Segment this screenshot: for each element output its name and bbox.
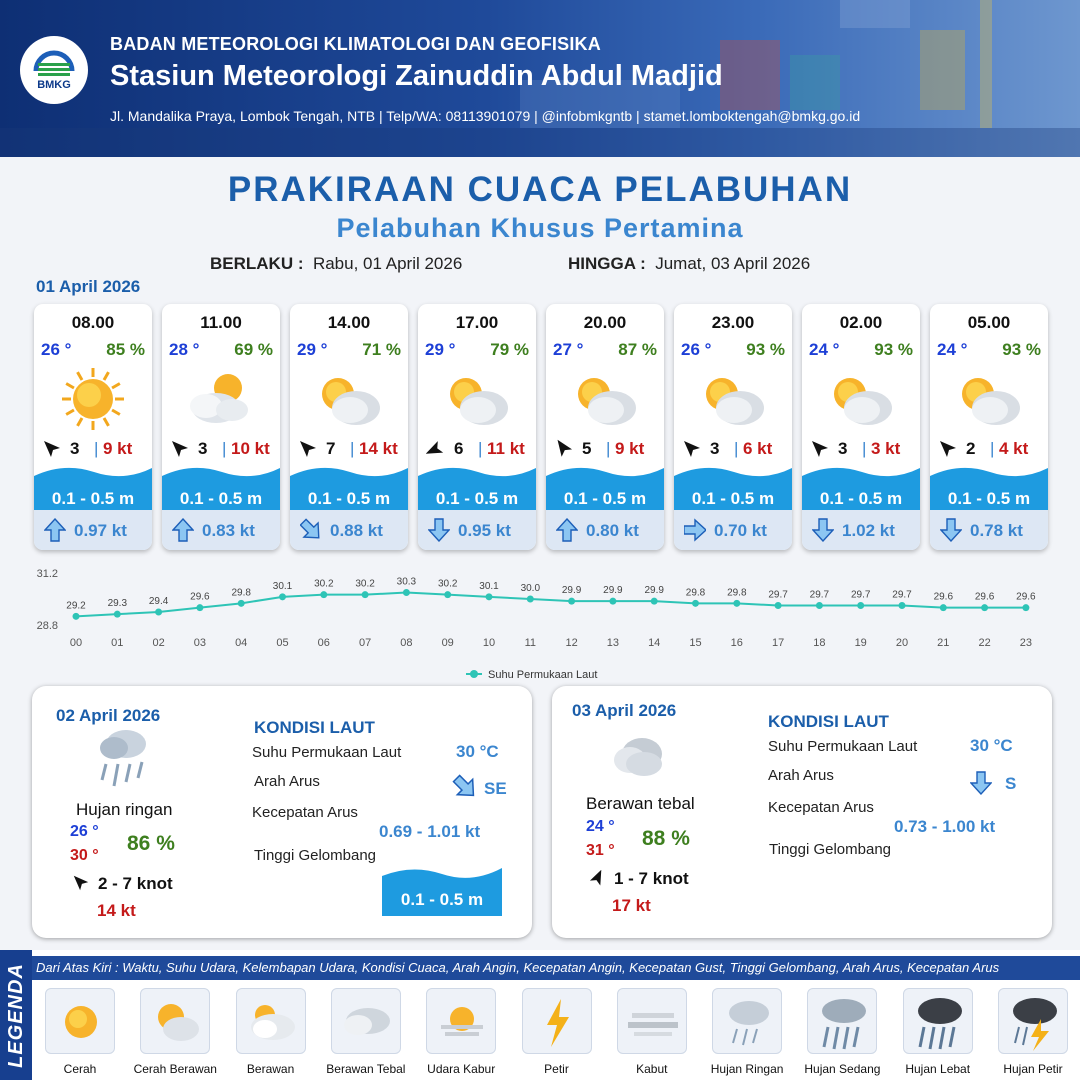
day2-sst: 30 °C [456, 742, 499, 761]
day3-cur-dir: S [1005, 774, 1017, 793]
data-point [155, 609, 162, 616]
data-label: 29.7 [768, 589, 788, 601]
air-temperature: 24 ° [937, 340, 968, 359]
day3-cur-dir-label: Arah Arus [768, 767, 834, 784]
humidity: 79 % [490, 340, 529, 359]
separator: | [734, 439, 739, 458]
data-label: 29.8 [727, 587, 747, 599]
day2-humidity: 86 % [127, 832, 175, 855]
day3-wind: 1 - 7 knot [614, 869, 689, 888]
wind-speed: 5 [582, 439, 592, 458]
x-tick-label: 03 [193, 637, 207, 649]
wind-arrow-icon [170, 439, 190, 459]
wind-speed: 3 [70, 439, 80, 458]
day2-temp-min: 26 ° [70, 823, 99, 840]
gust-speed: 10 kt [231, 439, 270, 458]
gust-speed: 9 kt [103, 439, 133, 458]
data-label: 29.9 [644, 585, 664, 597]
hourly-card [290, 304, 408, 550]
data-point [114, 611, 121, 618]
legend-item-label: Berawan Tebal [326, 1062, 406, 1076]
data-point [527, 596, 534, 603]
sea-temperature-chart [30, 560, 1050, 685]
station-name: Stasiun Meteorologi Zainuddin Abdul Madjid [110, 60, 723, 92]
data-label: 30.2 [437, 578, 458, 590]
data-point [692, 600, 699, 607]
day2-temp-max: 30 ° [70, 847, 99, 864]
data-point [238, 600, 245, 607]
forecast-time: 02.00 [839, 313, 883, 332]
cloudy-icon [694, 366, 772, 432]
data-point [444, 591, 451, 598]
wind-arrow-icon [682, 439, 702, 459]
data-point [940, 604, 947, 611]
fog-icon [617, 988, 687, 1054]
data-point [651, 598, 658, 605]
bmkg-logo [20, 36, 88, 104]
legend-item [36, 986, 124, 1076]
day3-cur-speed: 0.73 - 1.00 kt [894, 817, 996, 836]
gust-speed: 4 kt [999, 439, 1029, 458]
arrow-up-icon [172, 518, 194, 542]
legend-item-label: Kabut [636, 1062, 668, 1076]
x-tick-label: 00 [69, 637, 83, 649]
legend-item-label: Cerah [63, 1062, 97, 1076]
partly-sunny-icon [140, 988, 210, 1054]
partly-cloudy-icon [182, 366, 260, 432]
forecast-time: 11.00 [200, 313, 242, 332]
legend-description: Dari Atas Kiri : Waktu, Suhu Udara, Kelembapan Udara, Kondisi Cuaca, Arah Angin, Kecepatan Angin, Kecepatan Gust, Tinggi Gelombang, Arah Arus, Kecepatan Arus [32, 956, 1080, 980]
wind-arrow-icon [810, 439, 830, 459]
x-tick-label: 17 [771, 637, 785, 649]
cloudy-icon [438, 366, 516, 432]
data-label: 29.9 [561, 585, 582, 597]
day2-cur-dir-label: Arah Arus [254, 773, 320, 790]
forecast-time: 05.00 [967, 313, 1011, 332]
forecast-time: 20.00 [583, 313, 627, 332]
wind-speed: 3 [838, 439, 848, 458]
hourly-card [674, 304, 792, 550]
humidity: 93 % [1002, 340, 1041, 359]
day3-gust: 17 kt [612, 896, 651, 915]
legend-item-label: Hujan Lebat [905, 1062, 971, 1076]
moderate-rain-icon [807, 988, 877, 1054]
separator: | [862, 439, 867, 458]
current-speed: 0.95 kt [458, 521, 511, 540]
day3-temp-min: 24 ° [586, 818, 615, 835]
data-point [733, 600, 740, 607]
x-tick-label: 12 [565, 637, 578, 649]
separator: | [478, 439, 483, 458]
hourly-card [930, 304, 1048, 550]
day3-panel [552, 686, 1052, 938]
data-point [73, 613, 80, 620]
cloudy-icon [236, 988, 306, 1054]
forecast-time: 23.00 [711, 313, 755, 332]
legend-item-label: Petir [544, 1062, 569, 1076]
wind-speed: 7 [326, 439, 336, 458]
contact-info: Jl. Mandalika Praya, Lombok Tengah, NTB | Telp/WA: 08113901079 | @infobmkgntb | stamet.lomboktengah@bmkg.go.id [110, 108, 861, 124]
legend-item [131, 986, 219, 1076]
page-title: PRAKIRAAN CUACA PELABUHAN [227, 170, 853, 209]
separator: | [222, 439, 227, 458]
current-speed: 0.70 kt [714, 521, 767, 540]
legend-item [513, 986, 601, 1076]
data-label: 30.0 [520, 583, 541, 594]
data-label: 29.7 [809, 589, 830, 601]
x-tick-label: 11 [524, 637, 537, 649]
cloudy-icon [950, 366, 1028, 432]
wind-arrow-icon [554, 439, 574, 459]
wind-arrow-icon [938, 439, 958, 459]
heavy-rain-icon [903, 988, 973, 1054]
arrow-down-icon [428, 518, 450, 542]
gust-speed: 3 kt [871, 439, 901, 458]
day3-sst: 30 °C [970, 736, 1013, 755]
air-temperature: 29 ° [425, 340, 456, 359]
day3-humidity: 88 % [642, 827, 690, 850]
haze-icon [426, 988, 496, 1054]
lightning-icon [522, 988, 592, 1054]
x-tick-label: 07 [358, 637, 372, 649]
wave-height: 0.1 - 0.5 m [51, 489, 135, 508]
y-tick-bottom: 28.8 [36, 620, 58, 632]
data-label: 29.7 [850, 589, 871, 601]
data-label: 29.6 [190, 591, 210, 603]
legend-item-label: Cerah Berawan [133, 1062, 217, 1076]
data-label: 30.1 [479, 580, 499, 592]
forecast-time: 17.00 [455, 313, 499, 332]
data-point [486, 593, 493, 600]
separator: | [350, 439, 355, 458]
x-tick-label: 02 [152, 637, 165, 649]
data-point [981, 604, 988, 611]
data-point [320, 591, 327, 598]
data-label: 29.3 [107, 598, 128, 610]
hourly-card [802, 304, 920, 550]
data-point [775, 602, 782, 609]
legend-item-label: Hujan Petir [1003, 1062, 1063, 1076]
air-temperature: 24 ° [809, 340, 840, 359]
gust-speed: 11 kt [487, 439, 525, 458]
header-banner [0, 0, 1080, 157]
day2-date: 02 April 2026 [56, 706, 161, 725]
data-label: 29.7 [892, 589, 912, 601]
current-speed: 1.02 kt [842, 521, 895, 540]
legend-side-label: LEGENDA [0, 950, 32, 1080]
data-label: 29.6 [933, 591, 954, 603]
overcast-icon [610, 732, 666, 780]
legend-item [608, 986, 696, 1076]
cloudy-icon [566, 366, 644, 432]
data-point [196, 604, 203, 611]
data-point [1022, 604, 1029, 611]
air-temperature: 27 ° [553, 340, 584, 359]
day3-temp-max: 31 ° [586, 842, 615, 859]
day3-condition: Berawan tebal [586, 794, 695, 813]
forecast-time: 08.00 [71, 313, 115, 332]
data-label: 29.4 [148, 596, 169, 607]
data-label: 29.6 [1016, 591, 1036, 603]
wind-arrow-icon [42, 439, 62, 459]
day3-wave-label: Tinggi Gelombang [769, 841, 892, 858]
gust-speed: 6 kt [743, 439, 773, 458]
wind-speed: 2 [966, 439, 976, 458]
data-label: 30.1 [272, 580, 293, 592]
x-tick-label: 05 [276, 637, 289, 649]
wave-height: 0.1 - 0.5 m [307, 489, 391, 508]
wave-height: 0.1 - 0.5 m [819, 489, 903, 508]
humidity: 93 % [746, 340, 785, 359]
day2-cur-dir: SE [484, 779, 507, 798]
legend-item [798, 986, 886, 1076]
legend-item-label: Berawan [246, 1062, 295, 1076]
arrow-right-icon [684, 518, 706, 542]
x-tick-label: 04 [235, 637, 248, 649]
legend-label: Suhu Permukaan Laut [488, 669, 598, 681]
x-tick-label: 19 [854, 637, 867, 649]
humidity: 69 % [234, 340, 273, 359]
day2-gust: 14 kt [97, 901, 136, 920]
logo-text: BMKG [37, 79, 71, 91]
series-line [76, 593, 1026, 617]
data-point [816, 602, 823, 609]
day3-sea-title: KONDISI LAUT [768, 712, 889, 731]
day2-condition: Hujan ringan [76, 800, 173, 819]
humidity: 93 % [874, 340, 913, 359]
x-tick-label: 15 [689, 637, 702, 649]
data-point [362, 591, 369, 598]
agency-name: BADAN METEOROLOGI KLIMATOLOGI DAN GEOFISIKA [110, 34, 601, 54]
page-subtitle: Pelabuhan Khusus Pertamina [336, 213, 744, 243]
legend-item [417, 986, 505, 1076]
wind-arrow-icon [426, 439, 446, 459]
data-label: 30.3 [396, 576, 417, 588]
x-tick-label: 16 [730, 637, 743, 649]
arrow-up-icon [556, 518, 578, 542]
air-temperature: 26 ° [41, 340, 72, 359]
x-tick-label: 09 [441, 637, 454, 649]
sun-icon [54, 366, 132, 432]
hourly-card [418, 304, 536, 550]
wind-speed: 6 [454, 439, 464, 458]
day2-sst-label: Suhu Permukaan Laut [252, 744, 402, 761]
y-tick-top: 31.2 [36, 568, 58, 580]
valid-from: BERLAKU : Rabu, 01 April 2026 [210, 254, 463, 273]
legend-item-label: Hujan Ringan [710, 1062, 784, 1076]
day3-date: 03 April 2026 [572, 701, 677, 720]
wave-height: 0.1 - 0.5 m [947, 489, 1031, 508]
light-rain-icon [712, 988, 782, 1054]
wave-height: 0.1 - 0.5 m [691, 489, 775, 508]
legend-item [703, 986, 791, 1076]
wave-height: 0.1 - 0.5 m [179, 489, 263, 508]
data-point [403, 589, 410, 596]
wave-height: 0.1 - 0.5 m [563, 489, 647, 508]
wind-speed: 3 [198, 439, 208, 458]
arrow-down-icon [812, 518, 834, 542]
day3-cur-speed-label: Kecepatan Arus [768, 799, 874, 816]
hourly-card [162, 304, 280, 550]
data-label: 29.6 [974, 591, 995, 603]
day2-cur-speed-label: Kecepatan Arus [252, 804, 358, 821]
day2-wave: 0.1 - 0.5 m [400, 890, 484, 909]
arrow-down-right-icon [452, 774, 478, 800]
legend-item [989, 986, 1077, 1076]
separator: | [606, 439, 611, 458]
x-tick-label: 01 [111, 637, 124, 649]
x-tick-label: 23 [1019, 637, 1033, 649]
wave-height: 0.1 - 0.5 m [435, 489, 519, 508]
current-speed: 0.80 kt [586, 521, 639, 540]
data-point [857, 602, 864, 609]
overcast-icon [331, 988, 401, 1054]
gust-speed: 9 kt [615, 439, 645, 458]
arrow-down-icon [940, 518, 962, 542]
humidity: 71 % [362, 340, 401, 359]
data-point [609, 598, 616, 605]
x-tick-label: 22 [978, 637, 991, 649]
arrow-up-icon [44, 518, 66, 542]
current-speed: 0.97 kt [74, 521, 127, 540]
legend-item [894, 986, 982, 1076]
cloudy-icon [822, 366, 900, 432]
data-point [568, 598, 575, 605]
x-tick-label: 08 [400, 637, 413, 649]
data-label: 29.2 [66, 600, 86, 612]
x-tick-label: 18 [813, 637, 826, 649]
day2-wave-label: Tinggi Gelombang [254, 847, 377, 864]
current-speed: 0.78 kt [970, 521, 1023, 540]
humidity: 87 % [618, 340, 657, 359]
wind-speed: 3 [710, 439, 720, 458]
hourly-card [34, 304, 152, 550]
valid-to: HINGGA : Jumat, 03 April 2026 [568, 254, 811, 273]
wind-arrow-icon [72, 874, 90, 892]
data-label: 29.9 [603, 585, 623, 597]
data-label: 30.2 [355, 578, 375, 590]
arrow-down-right-icon [300, 518, 322, 542]
separator: | [990, 439, 995, 458]
gust-speed: 14 kt [359, 439, 398, 458]
day2-cur-speed: 0.69 - 1.01 kt [379, 822, 481, 841]
x-tick-label: 06 [317, 637, 330, 649]
current-speed: 0.88 kt [330, 521, 383, 540]
air-temperature: 26 ° [681, 340, 712, 359]
wind-arrow-icon [588, 870, 606, 888]
legend-item [227, 986, 315, 1076]
legend [0, 950, 1080, 1080]
legend-item-label: Udara Kabur [427, 1062, 496, 1076]
x-tick-label: 21 [937, 637, 950, 649]
current-speed: 0.83 kt [202, 521, 255, 540]
day1-date: 01 April 2026 [36, 277, 141, 296]
arrow-down-icon [970, 770, 992, 796]
day2-sea-title: KONDISI LAUT [254, 718, 375, 737]
day2-panel [32, 686, 532, 938]
sun-icon [45, 988, 115, 1054]
data-point [279, 593, 286, 600]
day3-sst-label: Suhu Permukaan Laut [768, 738, 918, 755]
data-label: 29.8 [685, 587, 706, 599]
forecast-time: 14.00 [327, 313, 371, 332]
air-temperature: 29 ° [297, 340, 328, 359]
x-tick-label: 13 [606, 637, 620, 649]
legend-item [322, 986, 410, 1076]
hourly-card [546, 304, 664, 550]
x-tick-label: 20 [895, 637, 909, 649]
data-point [899, 602, 906, 609]
air-temperature: 28 ° [169, 340, 200, 359]
data-label: 29.8 [231, 587, 251, 599]
wind-arrow-icon [298, 439, 318, 459]
x-tick-label: 14 [648, 637, 661, 649]
day2-wind: 2 - 7 knot [98, 874, 173, 893]
thunderstorm-icon [998, 988, 1068, 1054]
x-tick-label: 10 [482, 637, 496, 649]
humidity: 85 % [106, 340, 145, 359]
separator: | [94, 439, 99, 458]
cloudy-icon [310, 366, 388, 432]
data-label: 30.2 [314, 578, 334, 590]
legend-item-label: Hujan Sedang [804, 1062, 881, 1076]
light-rain-icon [92, 726, 156, 790]
